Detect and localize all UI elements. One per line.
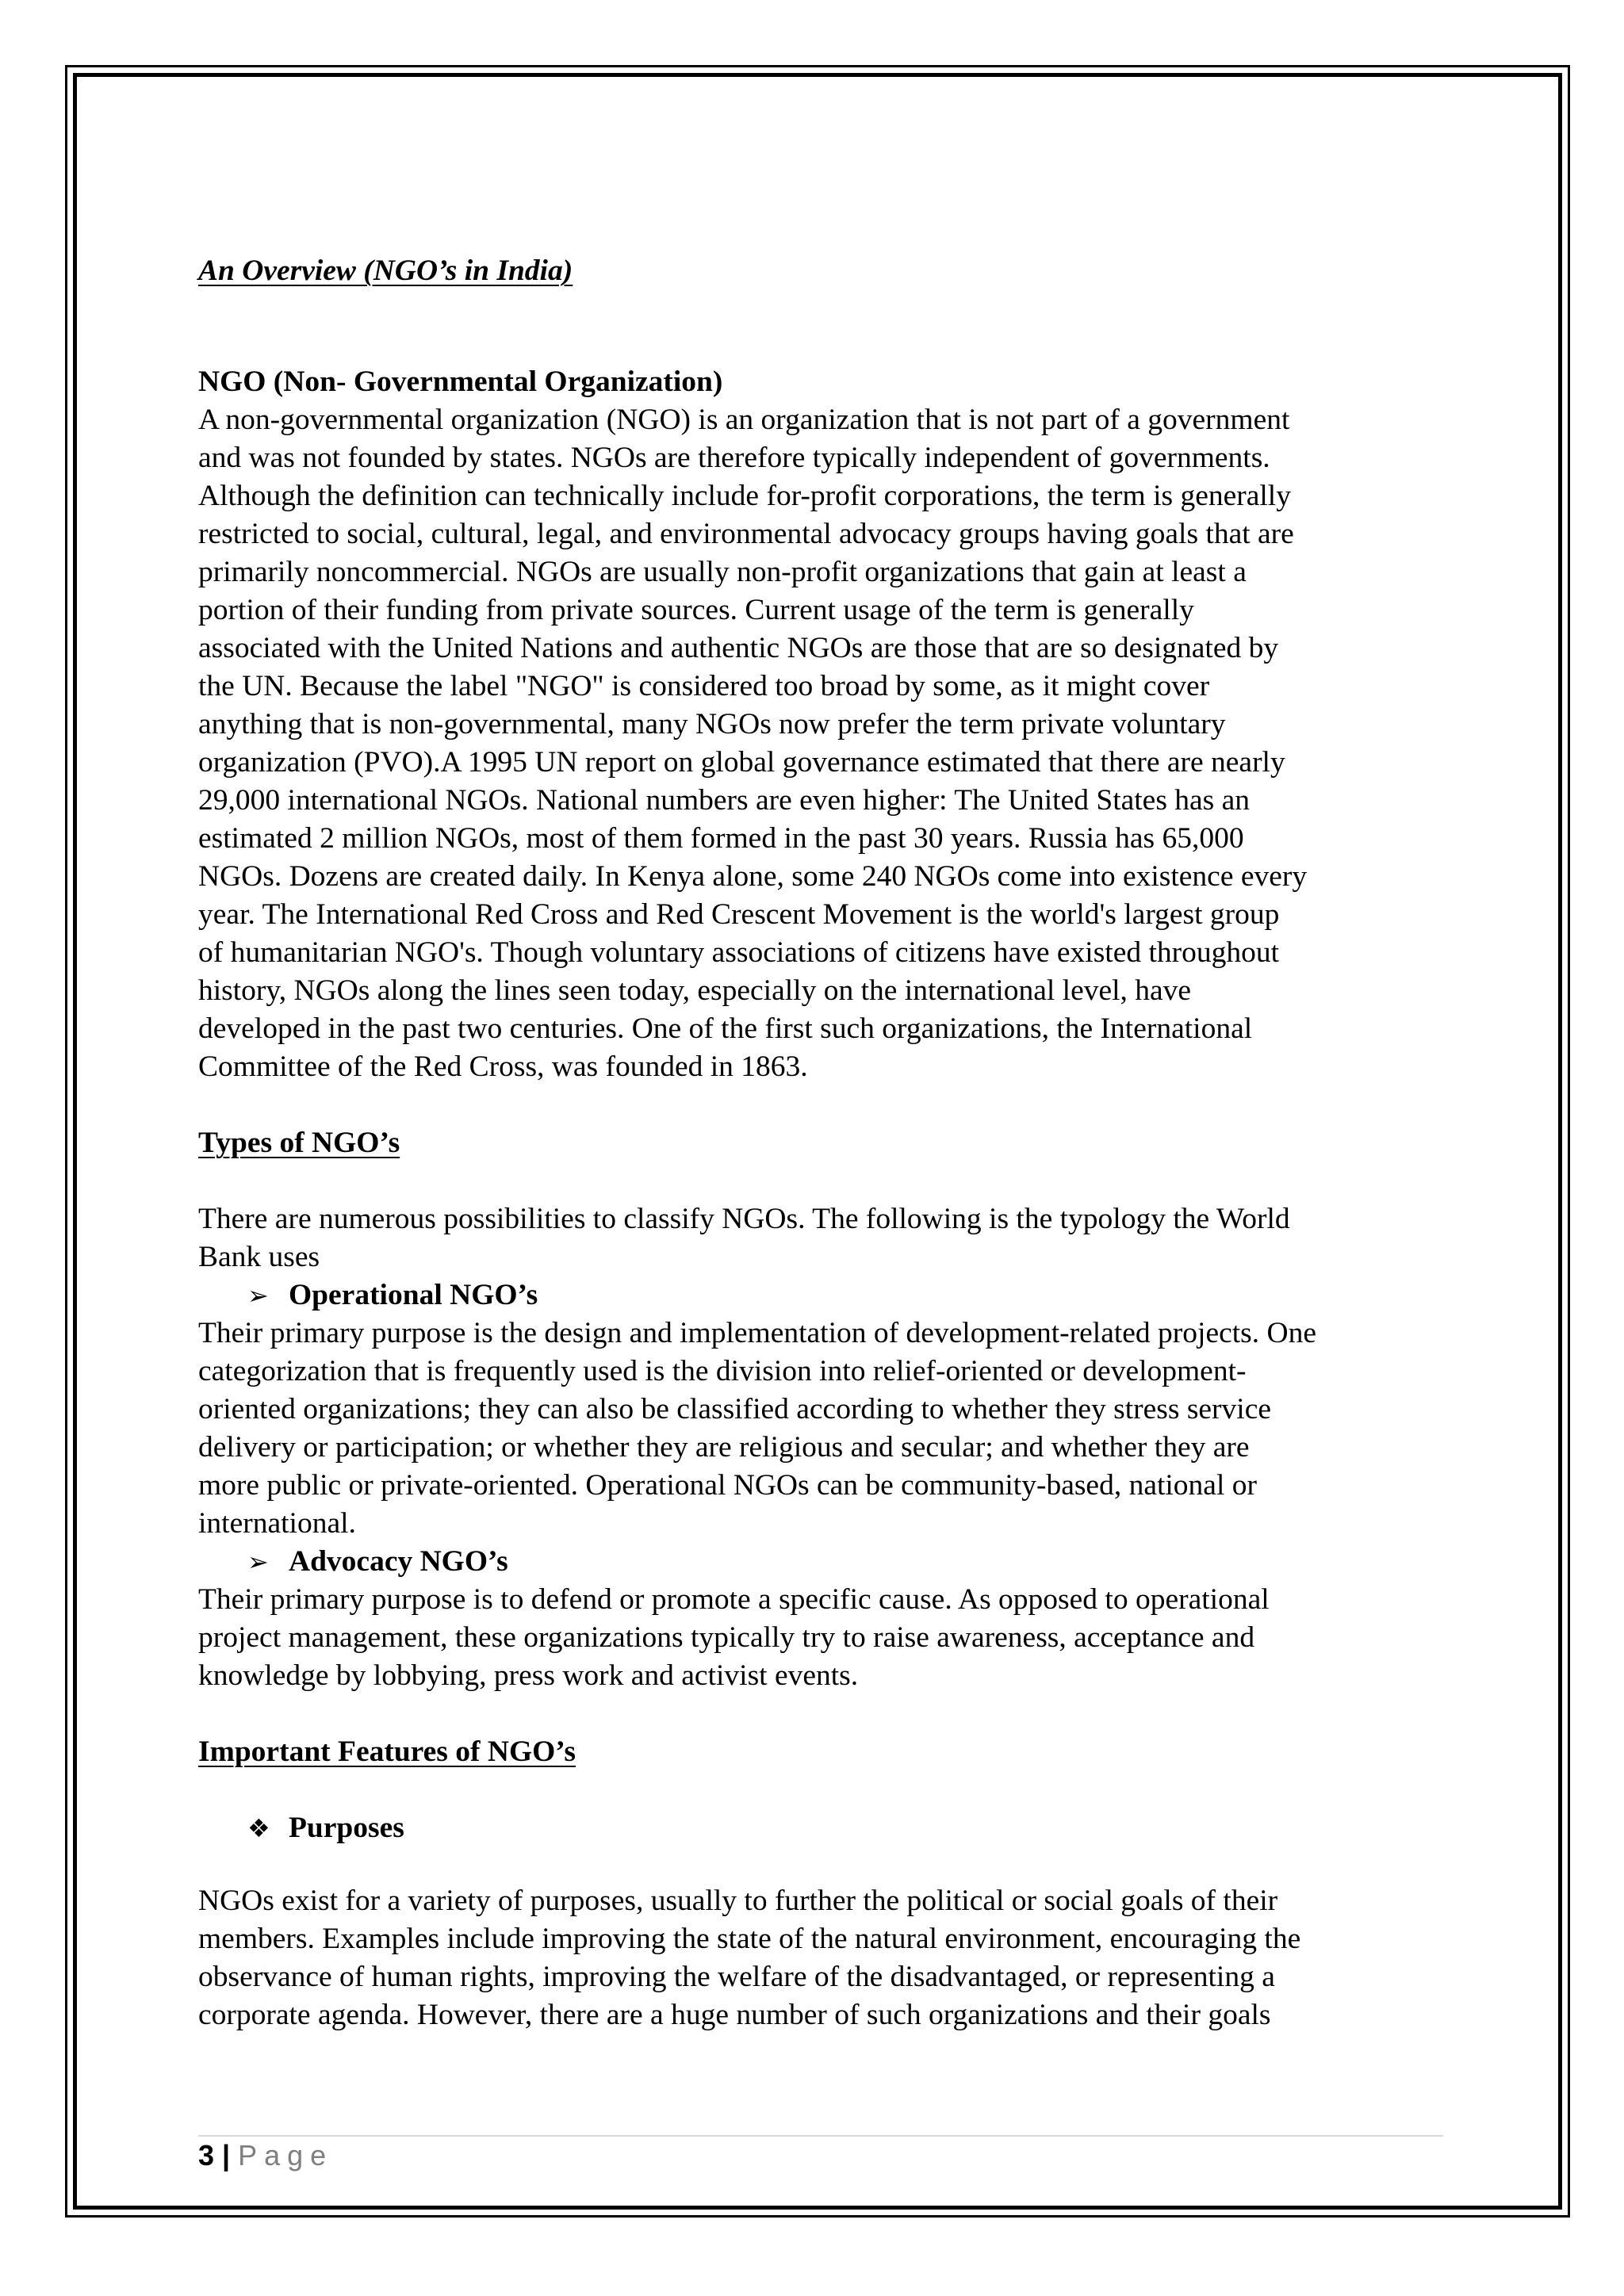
purposes-bullet	[198, 1809, 1443, 1847]
text-line: estimated 2 million NGOs, most of them formed in the past 30 years. Russia has 65,000	[198, 822, 1244, 855]
text-line: Bank uses	[198, 1241, 320, 1273]
purposes-label: Purposes	[289, 1812, 404, 1844]
operational-ngo-paragraph	[198, 1314, 1443, 1543]
text-line: year. The International Red Cross and Red Crescent Movement is the world's largest group	[198, 898, 1280, 931]
text-line: Although the definition can technically include for-profit corporations, the term is generally	[198, 480, 1291, 512]
operational-ngo-label: Operational NGO’s	[289, 1279, 538, 1311]
document-title: An Overview (NGO’s in India)	[198, 254, 573, 287]
ngo-paragraph	[198, 401, 1443, 1086]
text-line: 29,000 international NGOs. National numbers are even higher: The United States has an	[198, 784, 1251, 817]
types-intro-paragraph	[198, 1200, 1443, 1276]
purposes-paragraph	[198, 1882, 1443, 2034]
text-line: and was not founded by states. NGOs are therefore typically independent of governments.	[198, 442, 1270, 474]
arrow-bullet-icon: ➢	[247, 1547, 269, 1577]
text-line: of humanitarian NGO's. Though voluntary associations of citizens have existed throughout	[198, 936, 1280, 969]
text-line: categorization that is frequently used is the division into relief-oriented or development-	[198, 1355, 1247, 1387]
text-line: developed in the past two centuries. One of the first such organizations, the International	[198, 1012, 1253, 1045]
text-line: corporate agenda. However, there are a huge number of such organizations and their goals	[198, 1999, 1271, 2031]
text-line: NGOs. Dozens are created daily. In Kenya alone, some 240 NGOs come into existence every	[198, 860, 1308, 893]
text-line: the UN. Because the label "NGO" is considered too broad by some, as it might cover	[198, 670, 1210, 702]
text-line: NGOs exist for a variety of purposes, usually to further the political or social goals of their	[198, 1885, 1278, 1917]
advocacy-ngo-bullet	[198, 1543, 1443, 1581]
ngo-section-heading: NGO (Non- Governmental Organization)	[198, 365, 723, 398]
text-line: portion of their funding from private sources. Current usage of the term is generally	[198, 594, 1194, 626]
advocacy-ngo-paragraph	[198, 1581, 1443, 1695]
text-line: There are numerous possibilities to classify NGOs. The following is the typology the World	[198, 1203, 1290, 1235]
text-line: more public or private-oriented. Operational NGOs can be community-based, national or	[198, 1469, 1257, 1502]
text-line: Committee of the Red Cross, was founded in 1863.	[198, 1050, 808, 1083]
text-line: Their primary purpose is to defend or promote a specific cause. As opposed to operational	[198, 1583, 1270, 1616]
arrow-bullet-icon: ➢	[247, 1280, 269, 1311]
page-number: 3	[198, 2139, 215, 2172]
document-body	[198, 252, 1443, 2034]
text-line: associated with the United Nations and authentic NGOs are those that are so designated by	[198, 632, 1279, 664]
text-line: Their primary purpose is the design and implementation of development-related projects. One	[198, 1317, 1316, 1349]
text-line: history, NGOs along the lines seen today, especially on the international level, have	[198, 974, 1192, 1007]
text-line: oriented organizations; they can also be classified according to whether they stress service	[198, 1393, 1272, 1425]
page-footer	[198, 2137, 333, 2175]
text-line: knowledge by lobbying, press work and activist events.	[198, 1659, 859, 1692]
diamond-bullet-icon: ❖	[247, 1813, 270, 1843]
text-line: international.	[198, 1507, 356, 1540]
advocacy-ngo-label: Advocacy NGO’s	[289, 1545, 508, 1578]
text-line: A non-governmental organization (NGO) is an organization that is not part of a government	[198, 404, 1290, 436]
operational-ngo-bullet	[198, 1276, 1443, 1314]
text-line: observance of human rights, improving the welfare of the disadvantaged, or representing a	[198, 1961, 1275, 1993]
types-section-heading: Types of NGO’s	[198, 1127, 400, 1159]
text-line: members. Examples include improving the state of the natural environment, encouraging the	[198, 1923, 1301, 1955]
text-line: project management, these organizations typically try to raise awareness, acceptance and	[198, 1621, 1255, 1654]
text-line: restricted to social, cultural, legal, and environmental advocacy groups having goals that are	[198, 518, 1294, 550]
footer-separator: |	[222, 2139, 231, 2172]
page-label: Page	[238, 2139, 334, 2172]
text-line: organization (PVO).A 1995 UN report on global governance estimated that there are nearly	[198, 746, 1285, 779]
features-section-heading: Important Features of NGO’s	[198, 1735, 576, 1768]
text-line: delivery or participation; or whether they are religious and secular; and whether they are	[198, 1431, 1250, 1464]
text-line: primarily noncommercial. NGOs are usually non-profit organizations that gain at least a	[198, 556, 1247, 588]
text-line: anything that is non-governmental, many NGOs now prefer the term private voluntary	[198, 708, 1226, 740]
footer-divider	[198, 2135, 1443, 2137]
